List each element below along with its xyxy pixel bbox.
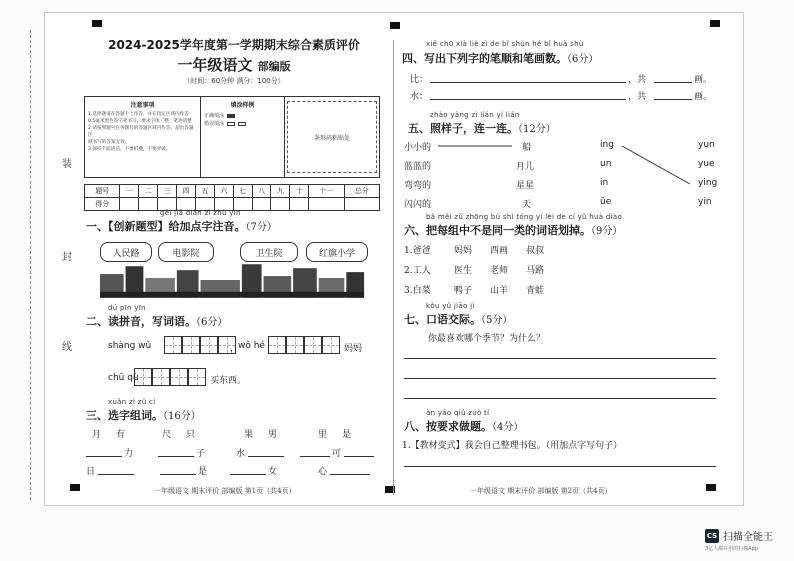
scanner-brand [705, 528, 773, 543]
score-input-cell[interactable] [309, 198, 344, 211]
q2-title: 二、读拼音，写词语。 [86, 315, 196, 328]
q7-pinyin: kǒu yǔ jiāo jì [426, 302, 475, 310]
score-cell: 二 [139, 185, 158, 198]
q6-word[interactable]: 老师 [490, 266, 509, 276]
score-table [84, 184, 380, 211]
q3-word-part: 日 [86, 467, 96, 477]
score-input-cell[interactable] [120, 198, 139, 211]
q2-pinyin: dú pīn yīn [108, 304, 146, 312]
empty-swatch-icon [238, 122, 246, 126]
q6-word[interactable]: 医生 [454, 266, 473, 276]
q3-title: 三、选字组词。 [86, 409, 163, 422]
notes-line: 3.保持卡面清洁，不要折叠，不要弄破。 [88, 147, 171, 152]
q1-answer-bubble[interactable]: 红旗小学 [306, 242, 368, 262]
q5-mid-word[interactable]: 天 [522, 200, 532, 210]
notes-panel [85, 97, 201, 177]
writing-grid-box[interactable] [268, 336, 286, 354]
q3-char: 尺 [162, 430, 172, 440]
filled-swatch-icon [227, 114, 235, 118]
answer-blank[interactable] [654, 99, 692, 100]
q5-left-word[interactable]: 闪闪的 [404, 200, 432, 210]
fill-example-title: 填涂样例 [230, 102, 255, 109]
correct-fill-row: 正确填涂 [204, 112, 281, 120]
column-divider [393, 40, 394, 495]
q2-tail-2: 妈妈 [344, 344, 363, 354]
gutter-char: 装 [62, 159, 72, 170]
q2-pinyin-2: wǒ hé [238, 341, 265, 351]
q5-left-word[interactable]: 弯弯的 [404, 181, 432, 191]
q1-answer-bubble[interactable]: 人民路 [100, 242, 152, 262]
subject-name: 一年级语文 [177, 56, 253, 74]
q6-word[interactable]: 西画 [490, 246, 509, 256]
q5-left-word[interactable]: 蓝蓝的 [404, 162, 432, 172]
score-cell: 十 [290, 185, 309, 198]
binding-gutter [0, 0, 72, 561]
registration-mark [710, 20, 720, 27]
answer-blank[interactable] [160, 474, 196, 475]
q3-word-part: 是 [198, 467, 208, 477]
gutter-char: 线 [62, 342, 72, 353]
q8-pinyin: àn yāo qiú zuò tí [426, 409, 490, 417]
q5-left-word[interactable]: 小小的 [404, 143, 432, 153]
q7-heading [404, 311, 512, 327]
brand-tagline: 3亿人都在用的扫描App [705, 546, 758, 552]
answer-blank[interactable] [430, 99, 626, 100]
q6-word[interactable]: 马路 [526, 266, 545, 276]
time-info: （时间：60分钟 满分：100分） [183, 77, 285, 85]
q5-pinyin-syllable[interactable]: ying [698, 178, 718, 188]
q5-pinyin-final[interactable]: in [600, 178, 609, 188]
answer-blank[interactable] [344, 456, 374, 457]
q4-count-label: ，共 [628, 92, 647, 102]
score-cell: 九 [271, 185, 290, 198]
q3-char: 有 [116, 430, 126, 440]
answer-line[interactable] [404, 466, 716, 467]
q8-item: 1.【教材变式】我会自己整理书包。（用加点字写句子） [402, 441, 623, 451]
writing-grid-box[interactable] [304, 336, 322, 354]
q6-word[interactable]: 1.爸爸 [404, 246, 431, 256]
camscanner-logo-icon: CS [705, 529, 719, 543]
q1-pinyin: gěi jiā diǎn zì zhù yīn [160, 209, 241, 217]
q4-title: 四、写出下列字的笔顺和笔画数。 [402, 52, 567, 65]
answer-blank[interactable] [330, 474, 370, 475]
exam-subject [84, 54, 384, 75]
q6-word[interactable]: 山羊 [490, 286, 509, 296]
q3-word-part: 力 [124, 449, 134, 459]
notes-line: 1.选择题请在答题卡上作答，并在指定区域内作答 [88, 112, 189, 117]
answer-blank[interactable] [654, 82, 692, 83]
q4-points: （6分） [567, 54, 599, 65]
score-input-cell[interactable] [344, 198, 379, 211]
q5-pinyin: zhào yàng zi lián yi lián [430, 111, 520, 119]
q6-pinyin: bǎ měi zǔ zhōng bù shì tóng yí lèi de cí yǔ huà diào [426, 213, 623, 221]
writing-grid-box[interactable] [170, 368, 188, 386]
barcode-area: 条形码粘贴处 [287, 101, 377, 173]
q6-word[interactable]: 妈妈 [454, 246, 473, 256]
binding-line [30, 30, 31, 500]
q5-points: （12分） [518, 124, 556, 135]
registration-mark [706, 484, 716, 491]
q6-word[interactable]: 鸭子 [454, 286, 473, 296]
q4-count-label: ，共 [628, 75, 647, 85]
score-input-cell[interactable] [139, 198, 158, 211]
writing-grid-box[interactable] [152, 368, 170, 386]
q3-char: 是 [342, 430, 352, 440]
q3-heading [86, 407, 201, 423]
score-cell: 十一 [309, 185, 344, 198]
q8-title: 八、按要求做题。 [404, 420, 492, 433]
exam-title: 2024-2025学年度第一学期期末综合素质评价 [108, 38, 360, 52]
q4-char-label: 水： [410, 92, 429, 102]
footer-right: 一年级语文 期末评价 部编版 第2页（共4页） [470, 487, 612, 495]
answer-blank[interactable] [158, 456, 194, 457]
q3-word-part: 女 [268, 467, 278, 477]
writing-grid-box[interactable] [322, 336, 340, 354]
score-input-cell[interactable] [271, 198, 290, 211]
info-box [84, 96, 380, 178]
writing-grid-box[interactable] [200, 336, 218, 354]
answer-blank[interactable] [86, 456, 122, 457]
q2-pinyin-1: shàng wǔ [108, 341, 152, 351]
q3-points: （16分） [163, 411, 201, 422]
q1-answer-bubble[interactable]: 卫生院 [240, 242, 298, 262]
q4-char-label: 比： [410, 75, 429, 85]
q5-pinyin-final[interactable]: üe [600, 197, 612, 207]
q3-word-part: 水 [236, 449, 246, 459]
footer-left: 一年级语文 期末评价 部编版 第1页（共4页） [154, 487, 296, 495]
q6-heading [404, 222, 622, 238]
q5-pinyin-syllable[interactable]: yin [698, 197, 712, 207]
answer-line[interactable] [404, 398, 716, 399]
answer-blank[interactable] [300, 456, 330, 457]
score-cell: 七 [233, 185, 252, 198]
q5-pinyin-syllable[interactable]: yun [698, 140, 715, 150]
q5-title: 五、照样子，连一连。 [408, 122, 518, 135]
q6-word[interactable]: 叔叔 [526, 246, 545, 256]
q4-pinyin: xiě chū xià liè zì de bǐ shùn hé bǐ huà shù [426, 40, 584, 48]
q2-pinyin-3: chū qù [108, 373, 139, 383]
score-cell: 得分 [85, 198, 120, 211]
q6-points: （9分） [591, 226, 623, 237]
q6-word[interactable]: 2.工人 [404, 266, 431, 276]
q2-points: （6分） [196, 317, 228, 328]
score-input-cell[interactable] [252, 198, 271, 211]
q6-word[interactable]: 青蛙 [526, 286, 545, 296]
score-cell: 三 [158, 185, 177, 198]
score-cell: 六 [214, 185, 233, 198]
q5-mid-word[interactable]: 星星 [516, 181, 535, 191]
answer-blank[interactable] [230, 474, 266, 475]
q3-word-part: 可 [332, 449, 342, 459]
notes-line: 2.请按照题号在各题目的答题区域内作答，超出答题区 [88, 126, 194, 138]
q7-question: 你最喜欢哪个季节？为什么？ [428, 334, 546, 344]
q3-word-part: 子 [196, 449, 206, 459]
q1-points: （7分） [245, 222, 277, 233]
registration-mark [92, 20, 102, 27]
q1-answer-bubble[interactable]: 电影院 [158, 242, 214, 262]
score-cell: 总分 [344, 185, 379, 198]
q7-points: （5分） [481, 315, 513, 326]
writing-grid-box[interactable] [286, 336, 304, 354]
writing-grid-box[interactable] [188, 368, 206, 386]
score-cell: 八 [252, 185, 271, 198]
q3-char: 里 [318, 430, 328, 440]
score-header-row [85, 185, 380, 198]
q6-title: 六、把每组中不是同一类的词语划掉。 [404, 224, 591, 237]
q3-char: 月 [92, 430, 102, 440]
answer-blank[interactable] [98, 474, 134, 475]
writing-grid-box[interactable] [182, 336, 200, 354]
q5-mid-word[interactable]: 月儿 [516, 162, 535, 172]
score-cell: 题号 [85, 185, 120, 198]
q4-heading [402, 50, 598, 66]
city-skyline-illustration [100, 262, 368, 298]
registration-mark [390, 22, 400, 29]
answer-line[interactable] [404, 358, 716, 359]
q2-heading [86, 313, 227, 329]
q3-char: 果 [244, 430, 254, 440]
q7-title: 七、口语交际。 [404, 313, 481, 326]
q8-heading [404, 418, 523, 434]
q5-heading [408, 120, 556, 136]
answer-line[interactable] [404, 378, 716, 379]
edition-label: 部编版 [257, 60, 291, 73]
answer-blank[interactable] [430, 82, 626, 83]
notes-line: 0.5毫米黑色签字笔书写，要求字体工整，笔迹清楚 [88, 119, 192, 124]
q4-tail: 画。 [694, 92, 713, 102]
notes-line: 域书写的答案无效。 [88, 140, 130, 145]
q4-tail: 画。 [694, 75, 713, 85]
empty-swatch-icon [227, 122, 235, 126]
q6-word[interactable]: 3.白菜 [404, 286, 431, 296]
writing-grid-box[interactable] [134, 368, 152, 386]
q5-pinyin-final[interactable]: un [600, 159, 612, 169]
q5-pinyin-final[interactable]: ing [600, 140, 614, 150]
notes-title: 注意事项 [130, 102, 155, 109]
q8-points: （4分） [492, 422, 524, 433]
q5-example-lines [400, 140, 720, 210]
q3-char: 只 [186, 430, 196, 440]
q2-comma: ， [230, 344, 240, 354]
score-cell: 五 [195, 185, 214, 198]
score-cell: 一 [120, 185, 139, 198]
registration-mark [70, 484, 80, 491]
q3-word-part: 心 [318, 467, 328, 477]
q1-title: 一、【创新题型】给加点字注音。 [86, 220, 246, 233]
gutter-char: 封 [62, 252, 72, 263]
writing-grid-box[interactable] [164, 336, 182, 354]
q5-mid-word[interactable]: 船 [522, 143, 532, 153]
score-input-cell[interactable] [290, 198, 309, 211]
fill-example-panel [201, 97, 285, 177]
q5-pinyin-syllable[interactable]: yue [698, 159, 715, 169]
answer-blank[interactable] [248, 456, 284, 457]
wrong-fill-row: 错误填涂 [204, 120, 281, 128]
q1-heading [86, 218, 277, 234]
q2-tail-3: 买东西。 [210, 376, 247, 386]
q3-pinyin: xuǎn zì zǔ cí [108, 398, 156, 406]
brand-name: 扫描全能王 [723, 532, 773, 543]
q3-char: 男 [268, 430, 278, 440]
score-cell: 四 [177, 185, 196, 198]
